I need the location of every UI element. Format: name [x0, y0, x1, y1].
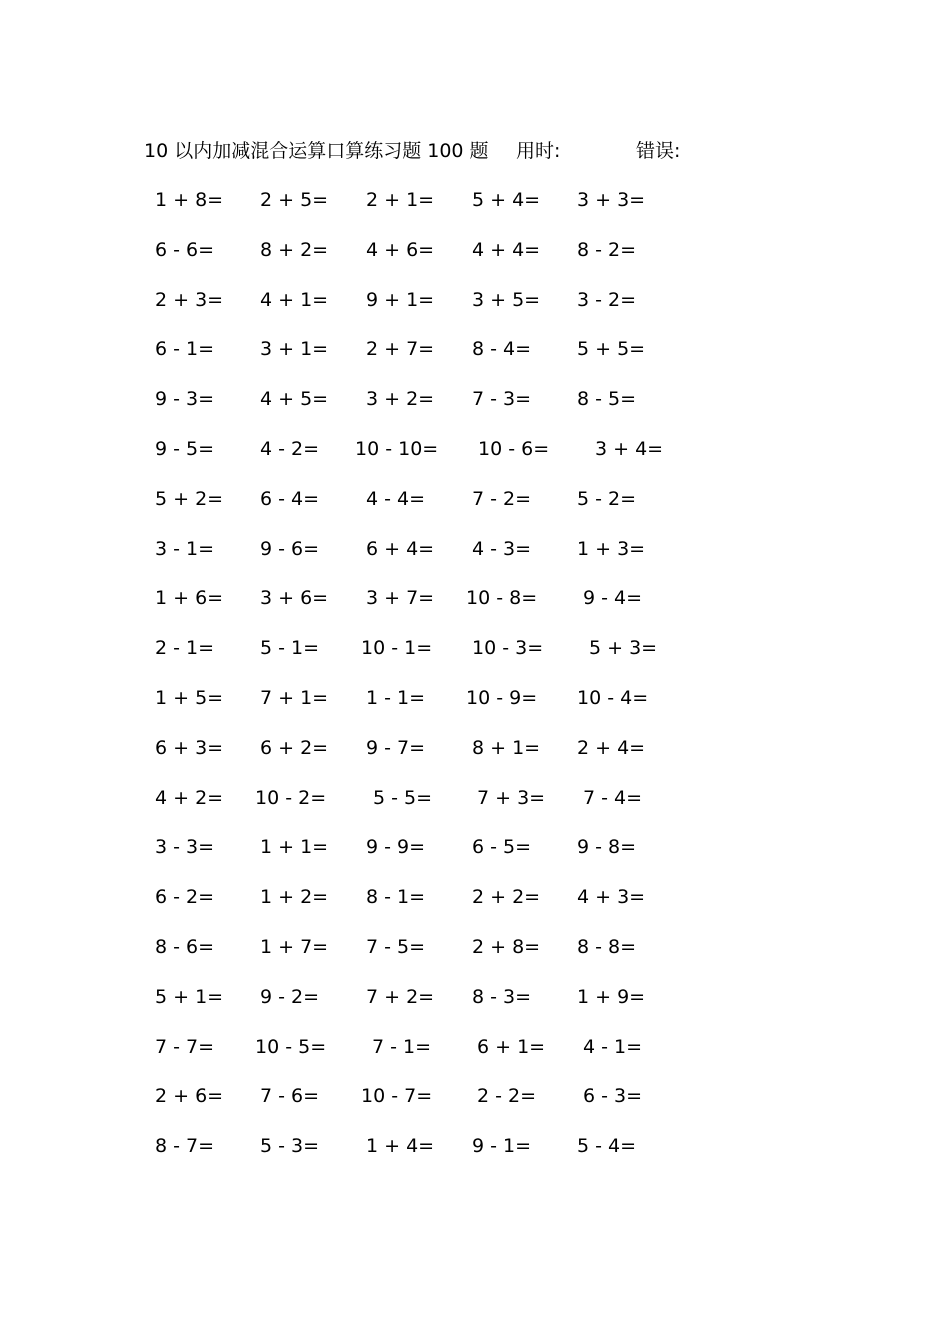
problem-item: 3 + 4= [595, 438, 664, 460]
problem-item: 2 - 2= [477, 1085, 537, 1107]
problem-item: 10 - 4= [577, 687, 649, 709]
problem-item: 6 + 3= [155, 737, 224, 759]
worksheet-title: 10 以内加减混合运算口算练习题 100 题 [144, 140, 489, 162]
problem-item: 8 + 1= [472, 737, 541, 759]
problem-item: 2 + 3= [155, 289, 224, 311]
problem-item: 3 + 5= [472, 289, 541, 311]
problem-item: 7 - 1= [372, 1036, 432, 1058]
problem-item: 8 + 2= [260, 239, 329, 261]
problem-item: 10 - 8= [466, 587, 538, 609]
problem-item: 9 - 2= [260, 986, 320, 1008]
problem-item: 7 - 3= [472, 388, 532, 410]
problem-item: 4 + 6= [366, 239, 435, 261]
problem-item: 8 - 2= [577, 239, 637, 261]
problem-item: 10 - 2= [255, 787, 327, 809]
problem-item: 7 - 7= [155, 1036, 215, 1058]
problem-item: 9 - 9= [366, 836, 426, 858]
problem-item: 3 + 3= [577, 189, 646, 211]
problem-item: 10 - 9= [466, 687, 538, 709]
problem-item: 8 - 6= [155, 936, 215, 958]
problem-item: 2 + 5= [260, 189, 329, 211]
problem-item: 6 - 2= [155, 886, 215, 908]
problem-item: 5 + 4= [472, 189, 541, 211]
problem-item: 2 + 8= [472, 936, 541, 958]
problem-item: 7 + 2= [366, 986, 435, 1008]
problem-item: 6 - 5= [472, 836, 532, 858]
problem-item: 5 - 1= [260, 637, 320, 659]
problem-item: 1 + 8= [155, 189, 224, 211]
problem-item: 7 + 1= [260, 687, 329, 709]
problem-item: 8 - 7= [155, 1135, 215, 1157]
problem-item: 3 + 1= [260, 338, 329, 360]
problem-item: 7 - 2= [472, 488, 532, 510]
problem-item: 1 + 4= [366, 1135, 435, 1157]
problem-item: 8 - 5= [577, 388, 637, 410]
problem-item: 5 - 4= [577, 1135, 637, 1157]
problem-item: 9 - 6= [260, 538, 320, 560]
problem-item: 9 - 5= [155, 438, 215, 460]
problem-item: 2 + 1= [366, 189, 435, 211]
problem-item: 9 - 8= [577, 836, 637, 858]
problem-item: 9 + 1= [366, 289, 435, 311]
problem-item: 3 + 7= [366, 587, 435, 609]
problem-item: 4 + 4= [472, 239, 541, 261]
problem-item: 7 - 6= [260, 1085, 320, 1107]
problem-item: 6 - 1= [155, 338, 215, 360]
errors-label: 错误: [636, 140, 681, 162]
problem-item: 6 + 1= [477, 1036, 546, 1058]
problem-item: 4 + 1= [260, 289, 329, 311]
problem-item: 1 + 6= [155, 587, 224, 609]
problem-item: 9 - 1= [472, 1135, 532, 1157]
problem-item: 2 - 1= [155, 637, 215, 659]
problem-item: 1 - 1= [366, 687, 426, 709]
problem-item: 4 + 5= [260, 388, 329, 410]
problem-item: 6 + 4= [366, 538, 435, 560]
problem-item: 1 + 9= [577, 986, 646, 1008]
problem-item: 8 - 4= [472, 338, 532, 360]
problem-item: 7 - 4= [583, 787, 643, 809]
problem-item: 10 - 10= [355, 438, 439, 460]
problem-item: 1 + 2= [260, 886, 329, 908]
problem-item: 3 - 1= [155, 538, 215, 560]
problem-item: 4 - 1= [583, 1036, 643, 1058]
problem-item: 6 - 3= [583, 1085, 643, 1107]
problem-item: 4 - 2= [260, 438, 320, 460]
problem-item: 1 + 1= [260, 836, 329, 858]
problem-item: 10 - 7= [361, 1085, 433, 1107]
problem-item: 10 - 3= [472, 637, 544, 659]
problem-item: 9 - 4= [583, 587, 643, 609]
problem-item: 6 - 6= [155, 239, 215, 261]
problem-item: 1 + 3= [577, 538, 646, 560]
problem-item: 2 + 4= [577, 737, 646, 759]
problem-item: 8 - 1= [366, 886, 426, 908]
problem-item: 8 - 8= [577, 936, 637, 958]
problem-item: 3 - 3= [155, 836, 215, 858]
problem-item: 9 - 3= [155, 388, 215, 410]
problem-item: 4 + 3= [577, 886, 646, 908]
problem-item: 5 - 2= [577, 488, 637, 510]
problem-item: 7 + 3= [477, 787, 546, 809]
problem-item: 10 - 1= [361, 637, 433, 659]
problem-item: 10 - 6= [478, 438, 550, 460]
problem-item: 5 + 5= [577, 338, 646, 360]
problem-item: 6 - 4= [260, 488, 320, 510]
problem-item: 8 - 3= [472, 986, 532, 1008]
problem-item: 10 - 5= [255, 1036, 327, 1058]
problem-item: 5 + 3= [589, 637, 658, 659]
problem-item: 4 + 2= [155, 787, 224, 809]
problem-item: 1 + 7= [260, 936, 329, 958]
problem-item: 9 - 7= [366, 737, 426, 759]
problem-item: 6 + 2= [260, 737, 329, 759]
problem-item: 2 + 7= [366, 338, 435, 360]
problem-item: 7 - 5= [366, 936, 426, 958]
problem-item: 3 + 6= [260, 587, 329, 609]
problem-item: 2 + 2= [472, 886, 541, 908]
problem-item: 4 - 3= [472, 538, 532, 560]
problem-item: 2 + 6= [155, 1085, 224, 1107]
problem-item: 5 + 1= [155, 986, 224, 1008]
problem-item: 3 + 2= [366, 388, 435, 410]
problem-item: 3 - 2= [577, 289, 637, 311]
problem-item: 5 + 2= [155, 488, 224, 510]
problem-item: 4 - 4= [366, 488, 426, 510]
problem-item: 5 - 5= [373, 787, 433, 809]
time-used-label: 用时: [516, 140, 561, 162]
problem-item: 5 - 3= [260, 1135, 320, 1157]
problem-item: 1 + 5= [155, 687, 224, 709]
